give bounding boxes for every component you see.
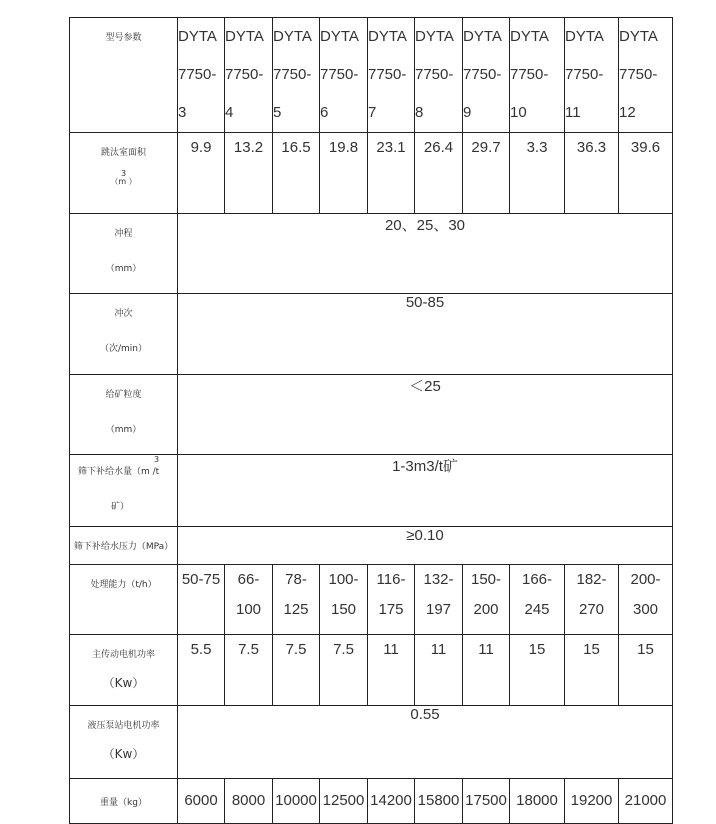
weight-cell: 17500	[463, 779, 510, 824]
weight-cell: 12500	[320, 779, 368, 824]
row-main-motor	[70, 635, 673, 706]
model-cell: DYTA 7750- 9	[463, 18, 510, 133]
model-cell: DYTA 7750- 6	[320, 18, 368, 133]
model-cell: DYTA 7750- 4	[225, 18, 273, 133]
main-motor-cell: 15	[510, 635, 565, 706]
water-supply-value: 1-3m3/t矿	[178, 455, 673, 527]
weight-cell: 14200	[368, 779, 415, 824]
weight-cell: 18000	[510, 779, 565, 824]
spec-table	[69, 17, 673, 824]
main-motor-cell: 7.5	[320, 635, 368, 706]
model-cell: DYTA 7750- 5	[273, 18, 320, 133]
chamber-area-cell: 29.7	[463, 133, 510, 214]
chamber-area-cell: 19.8	[320, 133, 368, 214]
main-motor-cell: 11	[415, 635, 463, 706]
row-feed-size	[70, 375, 673, 455]
weight-cell: 19200	[565, 779, 619, 824]
capacity-cell: 116- 175	[368, 565, 415, 635]
label-stroke: 冲程 （mm）	[70, 214, 178, 294]
weight-cell: 10000	[273, 779, 320, 824]
capacity-cell: 66- 100	[225, 565, 273, 635]
row-frequency	[70, 294, 673, 375]
main-motor-cell: 7.5	[225, 635, 273, 706]
model-cell: DYTA 7750- 10	[510, 18, 565, 133]
label-hydraulic-motor: 液压泵站电机功率 （Kw）	[70, 706, 178, 779]
capacity-cell: 200- 300	[619, 565, 673, 635]
model-cell: DYTA 7750- 7	[368, 18, 415, 133]
water-pressure-value: ≥0.10	[178, 527, 673, 565]
row-chamber-area	[70, 133, 673, 214]
label-frequency: 冲次 （次/min）	[70, 294, 178, 375]
label-water-pressure: 筛下补给水压力（MPa）	[70, 527, 178, 565]
capacity-cell: 182- 270	[565, 565, 619, 635]
feed-size-value: ＜25	[178, 375, 673, 455]
row-water-pressure	[70, 527, 673, 565]
main-motor-cell: 7.5	[273, 635, 320, 706]
label-model: 型号参数	[70, 18, 178, 133]
row-stroke	[70, 214, 673, 294]
label-main-motor: 主传动电机功率 （Kw）	[70, 635, 178, 706]
frequency-value: 50-85	[178, 294, 673, 375]
model-cell: DYTA 7750- 12	[619, 18, 673, 133]
main-motor-cell: 11	[368, 635, 415, 706]
label-feed-size: 给矿粒度 （mm）	[70, 375, 178, 455]
capacity-cell: 150- 200	[463, 565, 510, 635]
label-water-supply: 3 筛下补给水量（m /t 矿）	[70, 455, 178, 527]
chamber-area-cell: 23.1	[368, 133, 415, 214]
capacity-cell: 50-75	[178, 565, 225, 635]
hydraulic-motor-value: 0.55	[178, 706, 673, 779]
main-motor-cell: 11	[463, 635, 510, 706]
main-motor-cell: 15	[619, 635, 673, 706]
weight-cell: 8000	[225, 779, 273, 824]
row-water-supply	[70, 455, 673, 527]
label-chamber-area: 跳汰室面积 3 （m ）	[70, 133, 178, 214]
main-motor-cell: 15	[565, 635, 619, 706]
capacity-cell: 78- 125	[273, 565, 320, 635]
row-capacity	[70, 565, 673, 635]
weight-cell: 6000	[178, 779, 225, 824]
label-capacity: 处理能力（t/h）	[70, 565, 178, 635]
capacity-cell: 132- 197	[415, 565, 463, 635]
model-cell: DYTA 7750- 8	[415, 18, 463, 133]
weight-cell: 15800	[415, 779, 463, 824]
label-weight: 重量（kg）	[70, 779, 178, 824]
main-motor-cell: 5.5	[178, 635, 225, 706]
weight-cell: 21000	[619, 779, 673, 824]
chamber-area-cell: 39.6	[619, 133, 673, 214]
row-weight	[70, 779, 673, 824]
chamber-area-cell: 13.2	[225, 133, 273, 214]
capacity-cell: 166- 245	[510, 565, 565, 635]
chamber-area-cell: 16.5	[273, 133, 320, 214]
model-cell: DYTA 7750- 11	[565, 18, 619, 133]
model-cell: DYTA 7750- 3	[178, 18, 225, 133]
row-model	[70, 18, 673, 133]
chamber-area-cell: 26.4	[415, 133, 463, 214]
chamber-area-cell: 36.3	[565, 133, 619, 214]
chamber-area-cell: 3.3	[510, 133, 565, 214]
chamber-area-cell: 9.9	[178, 133, 225, 214]
stroke-value: 20、25、30	[178, 214, 673, 294]
capacity-cell: 100- 150	[320, 565, 368, 635]
row-hydraulic-motor	[70, 706, 673, 779]
